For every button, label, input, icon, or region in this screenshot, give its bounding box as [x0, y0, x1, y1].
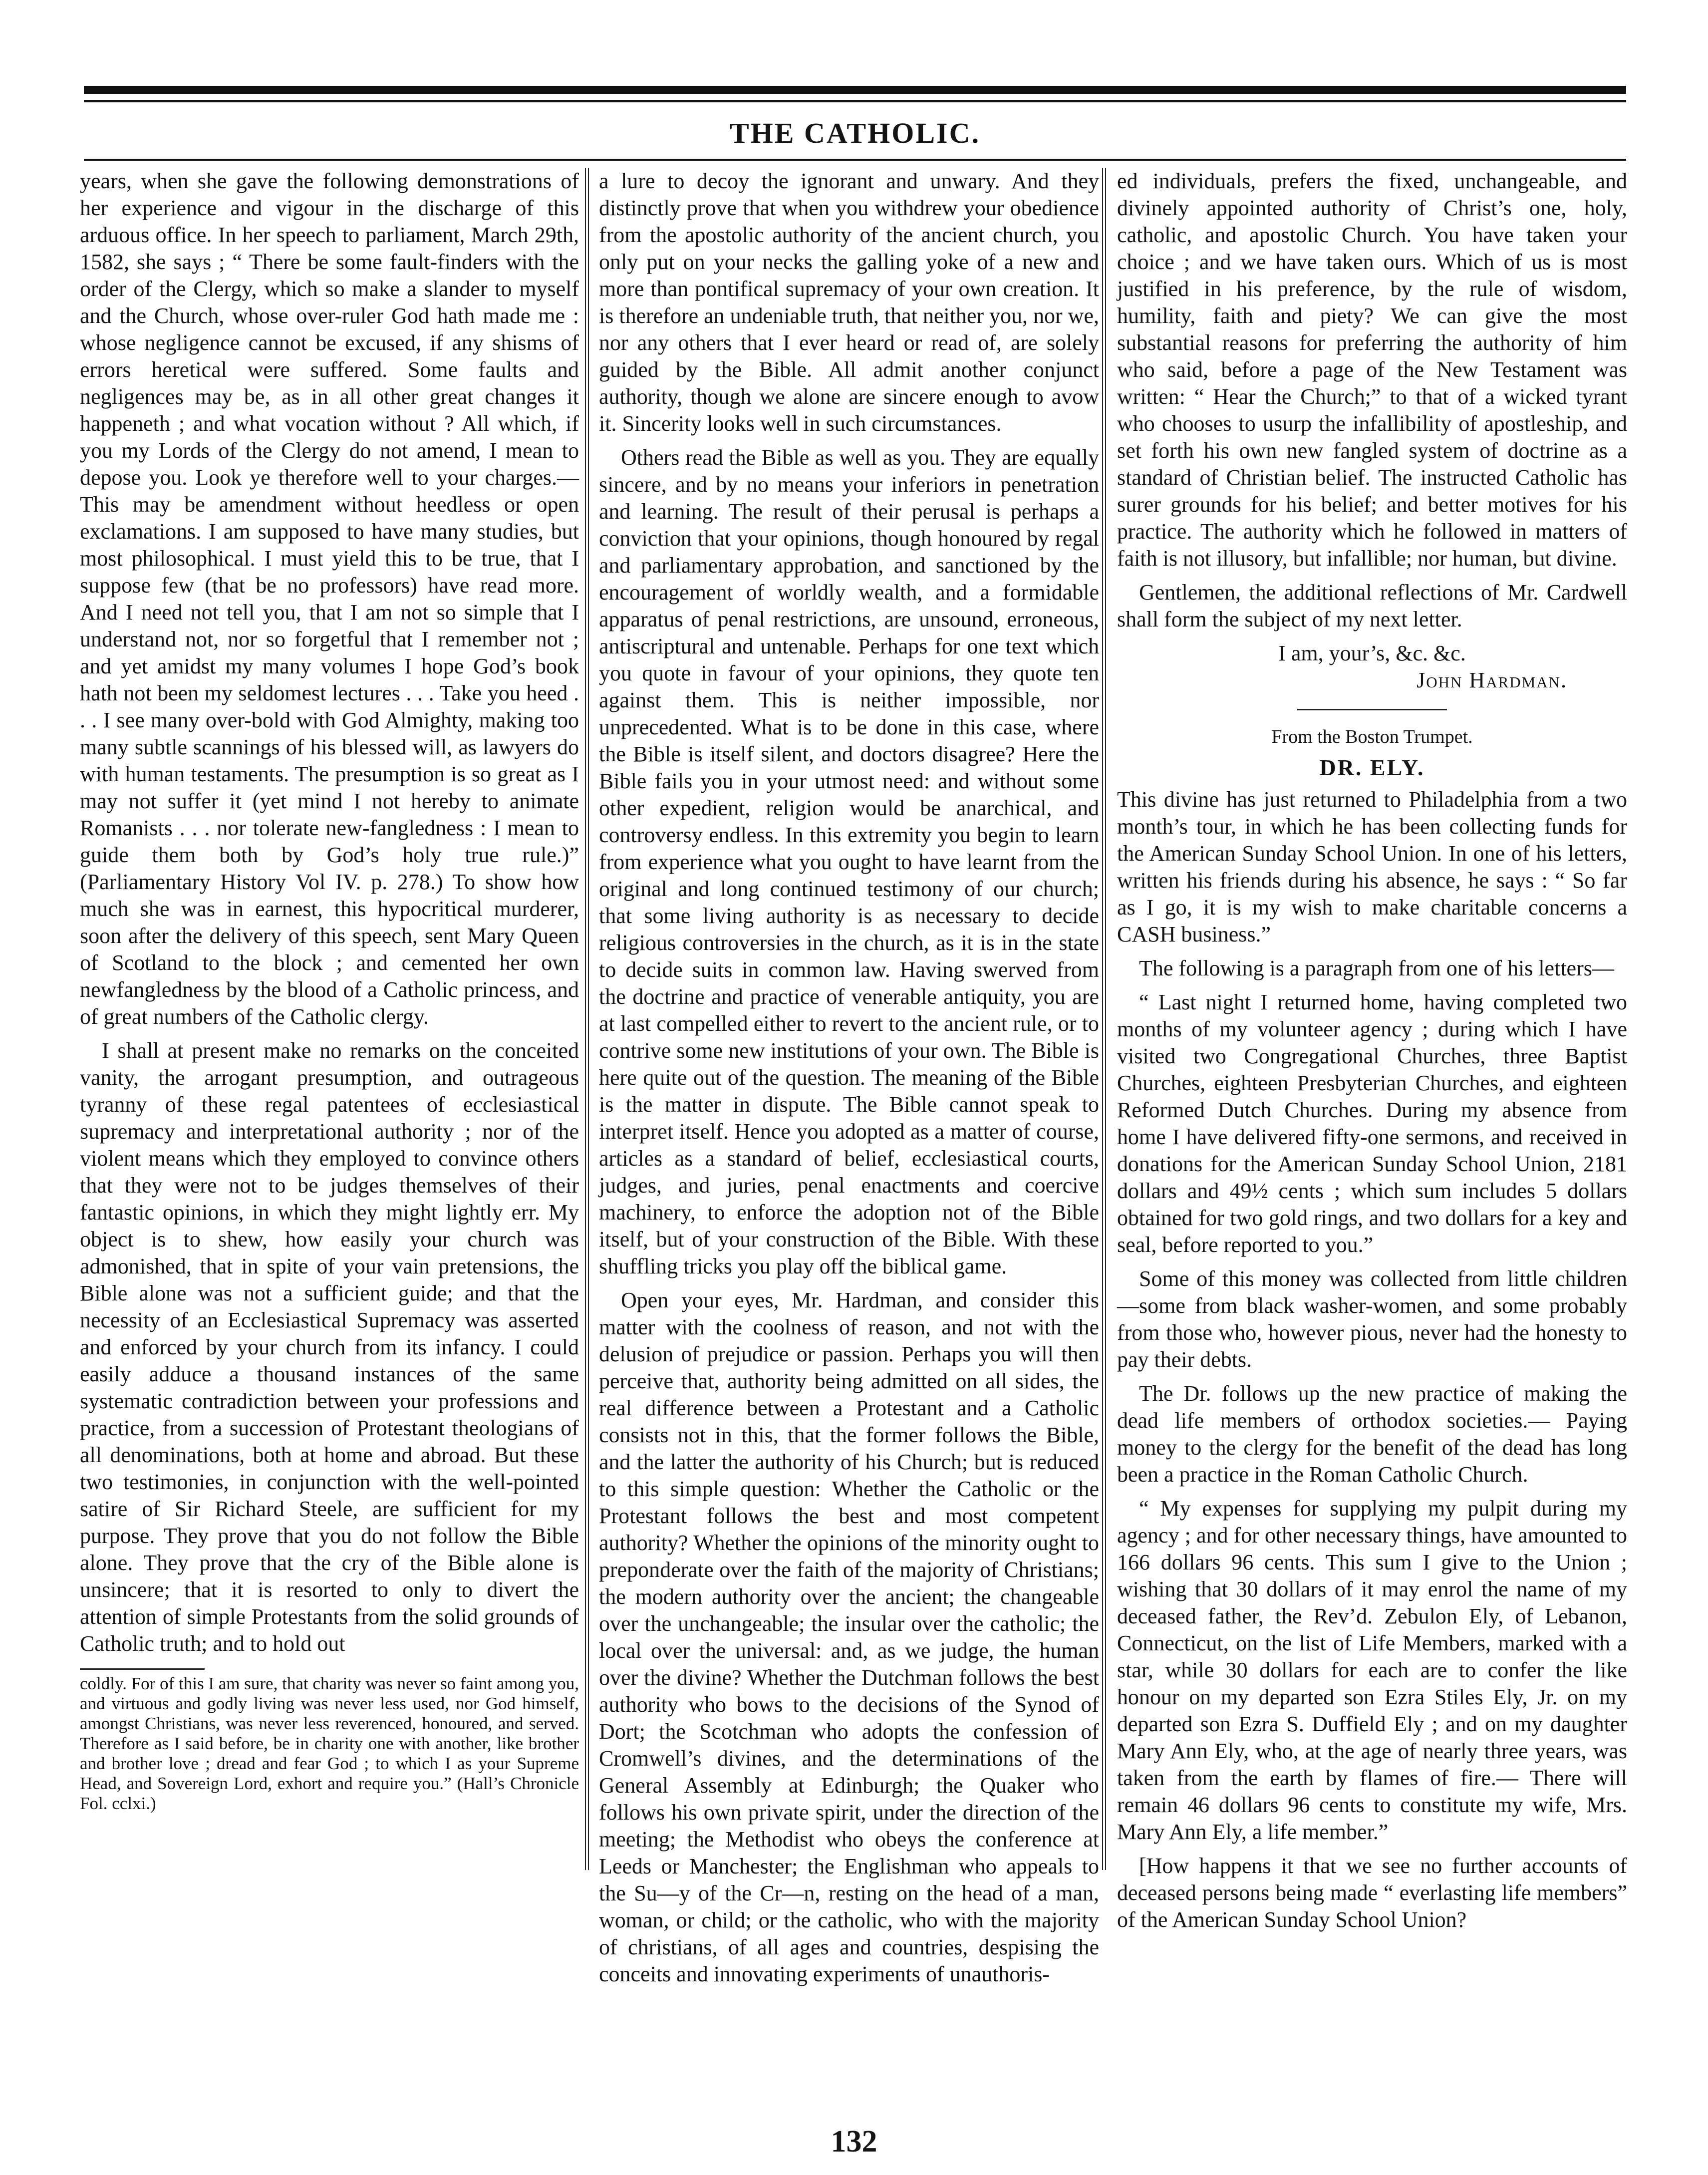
column-2 — [599, 168, 1099, 1995]
article-title: DR. ELY. — [1319, 755, 1425, 780]
article-divider — [1297, 709, 1447, 710]
col3-paragraph-8: “ My expenses for supplying my pulpit during my agency ; and for other necessary things, have amounted to 166 dollars 96 cents. This sum I give to the Union ; wishing that 30 dollars of it may enrol the name of my deceased father, the Rev’d. Zebulon Ely, of Lebanon, Connecticut, on the list of Life Members, marked with a star, while 30 dollars for each are to confer the like honour on my departed son Ezra Stiles Ely, Jr. on my departed son Ezra S. Duffield Ely ; and on my daughter Mary Ann Ely, who, at the age of nearly three years, was taken from the earth by flames of fire.— There will remain 46 dollars 96 cents to constitute my wife, Mrs. Mary Ann Ely, a life member.” — [1117, 1496, 1627, 1844]
col3-paragraph-2: Gentlemen, the additional reflections of Mr. Cardwell shall form the subject of my next letter. — [1117, 580, 1627, 631]
col3-paragraph-9: [How happens it that we see no further accounts of deceased persons being made “ everlasting life members” of the American Sunday School Union? — [1117, 1854, 1627, 1932]
col3-paragraph-3: This divine has just returned to Philadelphia from a two month’s tour, in which he has been collecting funds for the American Sunday School Union. In one of his letters, written his friends during his absence, he says : “ So far as I go, it is my wish to make charitable concerns a CASH business.” — [1117, 787, 1627, 946]
col2-paragraph-3: Open your eyes, Mr. Hardman, and consider this matter with the coolness of reason, and not with the delusion of prejudice or passion. Perhaps you will then perceive that, authority being admitted on all sides, the real difference between a Protestant and a Catholic consists not in this, that the former follows the Bible, and the latter the authority of his Church; but is reduced to this simple question: Whether the Catholic or the Protestant follows the best and most competent authority? Whether the opinions of the minority ought to preponderate over the faith of the majority of Christians; the modern authority over the ancient; the changeable over the unchangeable; the insular over the catholic; the local over the universal: and, as we judge, the human over the divine? Whether the Dutchman follows the best authority who bows to the decisions of the Synod of Dort; the Scotchman who adopts the confession of Cromwell’s divines, and the determinations of the General Assembly at Edinburgh; the Quaker who follows his own private spirit, under the direction of the meeting; the Methodist who obeys the conference at Leeds or Manchester; the Englishman who appeals to the Su—y of the Cr—n, resting on the head of a man, woman, or child; or the catholic, who with the majority of christians, of all ages and countries, despising the conceits and innovating experiments of unauthoris- — [599, 1288, 1099, 1986]
running-title: THE CATHOLIC. — [729, 117, 980, 149]
col2-paragraph-2: Others read the Bible as well as you. They are equally sincere, and by no means your inferiors in penetration and learning. The result of their perusal is perhaps a conviction that your opinions, though honoured by regal and parliamentary approbation, and sanctioned by the encouragement of worldly wealth, and a formidable apparatus of penal restrictions, are unsound, erroneous, antiscriptural and untenable. Perhaps for one text which you quote in favour of your opinions, they quote ten against them. This is neither impossible, nor unprecedented. What is to be done in this case, where the Bible is itself silent, and doctors disagree? Here the Bible fails you in your utmost need: and without some other expedient, religion would be anarchical, and controversy endless. In this extremity you begin to learn from experience what you ought to have learnt from the original and long continued testimony of our church; that some living authority is as necessary to decide religious controversies in the church, as it is in the state to decide suits in common law. Having swerved from the doctrine and practice of venerable antiquity, you are at last compelled either to revert to the ancient rule, or to contrive some new institutions of your own. The Bible is here quite out of the question. The meaning of the Bible is the matter in dispute. The Bible cannot speak to interpret itself. Hence you adopted as a matter of course, articles as a standard of belief, ecclesiastical courts, judges, and juries, penal enactments and coercive machinery, to enforce the adoption not of the Bible itself, but of your construction of the Bible. With these shuffling tricks you play off the biblical game. — [599, 445, 1099, 1278]
col1-paragraph-2: I shall at present make no remarks on the conceited vanity, the arrogant presumption, and outrageous tyranny of these regal patentees of ecclesiastical supremacy and interpretational authority ; nor of the violent means which they employed to convince others that they were not to be judges themselves of their fantastic opinions, in which they might lightly err. My object is to shew, how easily your church was admonished, that in spite of your vain pretensions, the Bible alone was not a sufficient guide; and that the necessity of an Ecclesiastical Supremacy was asserted and enforced by your church from its infancy. I could easily adduce a thousand instances of the same systematic contradiction between your professions and practice, from a succession of Protestant theologians of all denominations, both at home and abroad. But these two testimonies, in conjunction with the well-pointed satire of Sir Richard Steele, are sufficient for my purpose. They prove that you do not follow the Bible alone. They prove that the cry of the Bible alone is unsincere; that it is resorted to only to divert the attention of simple Protestants from the solid grounds of Catholic truth; and to hold out — [80, 1038, 579, 1656]
letter-closing: I am, your’s, &c. &c. — [1278, 641, 1466, 665]
col3-paragraph-5: “ Last night I returned home, having completed two months of my volunteer agency ; during which I have visited two Congregational Churches, three Baptist Churches, eighteen Presbyterian Churches, and eighteen Reformed Dutch Churches. During my absence from home I have delivered fifty-one sermons, and received in donations for the American Sunday School Union, 2181 dollars and 49½ cents ; which sum includes 5 dollars obtained for two gold rings, and two dollars for a key and seal, before reported to you.” — [1117, 990, 1627, 1257]
footnote: coldly. For of this I am sure, that charity was never so faint among you, and virtuous and godly living was never less used, nor God himself, amongst Christians, was never less reverenced, honoured, and served. Therefore as I said before, be in charity one with another, like brother and brother love ; dread and fear God ; to which I as your Supreme Head, and Sovereign Lord, exhort and require you.” (Hall’s Chronicle Fol. cclxi.) — [80, 1674, 579, 1813]
column-3 — [1117, 168, 1627, 1940]
col1-paragraph-1: years, when she gave the following demonstrations of her experience and vigour in the discharge of this arduous office. In her speech to parliament, March 29th, 1582, she says ; “ There be some fault-finders with the order of the Clergy, which so make a slander to myself and the Church, whose over-ruler God hath made me : whose negligence cannot be excused, if any shisms of errors heretical were suffered. Some faults and negligences may be, as in all other great changes it happeneth ; and what vocation without ? All which, if you my Lords of the Clergy do not amend, I mean to depose you. Look ye therefore well to your charges.— This may be amendment without heedless or open exclamations. I am supposed to have many studies, but most philosophical. I must yield this to be true, that I suppose few (that be no professors) have read more. And I need not tell you, that I am not so simple that I understand not, nor so forgetful that I remember not ; and yet amidst my many volumes I hope God’s book hath not been my seldomest lectures . . . Take you heed . . . I see many over-bold with God Almighty, making too many subtle scannings of his blessed will, as lawyers do with human testaments. The presumption is so great as I may not suffer it (yet mind I not hereby to animate Romanists . . . nor tolerate new-fangledness : I mean to guide them both by God’s holy true rule.)” (Parliamentary History Vol IV. p. 278.) To show how much she was in earnest, this hypocritical murderer, soon after the delivery of this speech, sent Mary Queen of Scotland to the block ; and cemented her own newfangledness by the blood of a Catholic princess, and of great numbers of the Catholic clergy. — [80, 169, 579, 1029]
col3-paragraph-6: Some of this money was collected from little children—some from black washer-women, and some probably from those who, however pious, never had the honesty to pay their debts. — [1117, 1266, 1627, 1372]
page-number: 132 — [831, 2125, 877, 2159]
masthead-rule-thick — [84, 86, 1626, 94]
col3-paragraph-1: ed individuals, prefers the fixed, unchangeable, and divinely appointed authority of Christ’s one, holy, catholic, and apostolic Church. You have taken your choice ; and we have taken ours. Which of us is most justified in his preference, by the rule of wisdom, humility, faith and piety? We can give the most substantial reasons for preferring the authority of him who said, before a page of the New Testament was written: “ Hear the Church;” to that of a wicked tyrant who chooses to usurp the infallibility of apostleship, and set forth his own new fangled system of doctrine as a standard of Christian belief. The instructed Catholic has surer grounds for his belief; and better motives for his practice. The authority which he followed in matters of faith is not illusory, but infallible; nor human, but divine. — [1117, 169, 1627, 571]
col3-paragraph-7: The Dr. follows up the new practice of making the dead life members of orthodox societies.— Paying money to the clergy for the benefit of the dead has long been a practice in the Roman Catholic Church. — [1117, 1381, 1627, 1487]
masthead-rule-under — [84, 159, 1626, 161]
column-divider-1 — [585, 168, 589, 1870]
footnote-rule — [80, 1668, 205, 1670]
col2-paragraph-1: a lure to decoy the ignorant and unwary. And they distinctly prove that when you withdrew your obedience from the apostolic authority of the ancient church, you only put on your necks the galling yoke of a new and more than pontifical supremacy of your own creation. It is therefore an undeniable truth, that neither you, nor we, nor any others that I ever heard or read of, are solely guided by the Bible. All admit another conjunct authority, though we alone are sincere enough to avow it. Sincerity looks well in such circumstances. — [599, 169, 1099, 436]
masthead-rule-thin — [84, 100, 1626, 102]
column-divider-2 — [1102, 168, 1106, 1870]
column-1 — [80, 168, 579, 1821]
article-source: From the Boston Trumpet. — [1271, 726, 1473, 747]
col3-paragraph-4: The following is a paragraph from one of his letters— — [1139, 956, 1614, 980]
letter-signature: John Hardman. — [1417, 668, 1567, 692]
